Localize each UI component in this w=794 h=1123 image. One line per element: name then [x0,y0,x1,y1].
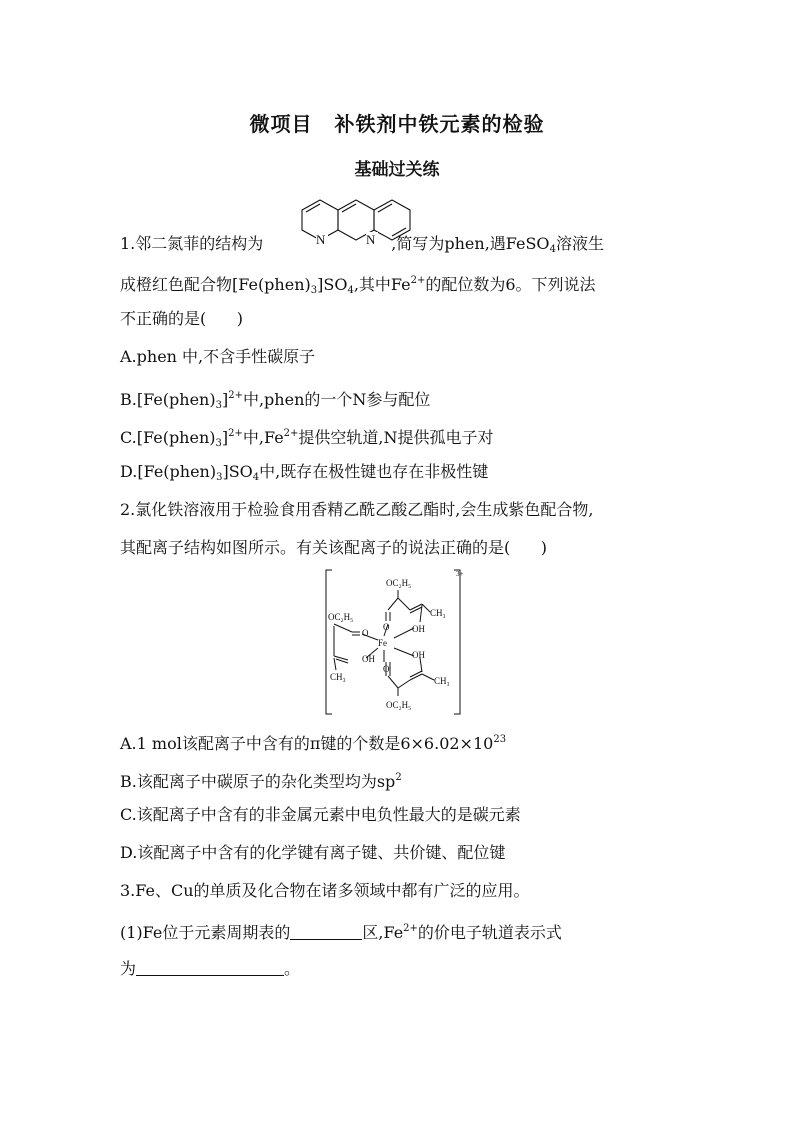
q1-option-a: A.phen 中,不含手性碳原子 [120,347,316,366]
q1-stem-line3: 不正确的是( ) [120,309,244,328]
q3-sub1-line2: 为 。 [120,959,301,978]
q2-stem-line1: 2.氯化铁溶液用于检验食用香精乙酰乙酸乙酯时,会生成紫色配合物, [120,500,594,519]
fe-label: Fe [378,638,387,648]
q3-sub1-line1: (1)Fe位于元素周期表的 区$,Fe^{2+}$的价电子轨道表示式 [120,923,562,942]
oc2h5-label-top: OC₂H₅ [386,578,412,588]
phenanthroline-structure [292,190,414,254]
oh-label-left: OH [362,654,375,664]
oh-label-top: OH [412,624,425,634]
q2-option-b: B.该配离子中碳原子的杂化类型均为$sp^2$ [120,772,402,791]
title-main: 补铁剂中铁元素的检验 [334,112,545,136]
o-label-left: O [362,628,369,638]
ch3-label-bottom: CH₃ [434,676,450,686]
page-title [0,108,794,137]
q2-option-c: C.该配离子中含有的非金属元素中电负性最大的是碳元素 [120,805,521,824]
q1-stem-line1: 1.邻二氮菲的结构为 ,简写为phen,遇FeSO$_4$溶液生 [120,234,604,255]
title-prefix: 微项目 [249,112,313,136]
q2-stem-line2: 其配离子结构如图所示。有关该配离子的说法正确的是( ) [120,538,548,557]
o-label-bottom: O [383,664,390,674]
oc2h5-label-left: OC₂H₅ [328,612,354,622]
oc2h5-label-bottom: OC₂H₅ [386,700,412,710]
oh-label-bottom: OH [412,650,425,660]
charge-label: 3+ [456,570,464,578]
q2-option-d: D.该配离子中含有的化学键有离子键、共价键、配位键 [120,843,506,862]
n-atom-label-1: N [316,232,326,247]
iron-complex-structure [322,566,464,718]
q2-option-a: A.1 mol该配离子中含有的π键的个数是$6\times 6.02\times 10^{23}$ [120,734,507,753]
section-subtitle: 基础过关练 [354,160,440,180]
ch3-label-left: CH₃ [330,672,346,682]
q3-stem: 3.Fe、Cu的单质及化合物在诸多领域中都有广泛的应用。 [120,881,530,900]
o-label-top: O [383,622,390,632]
ch3-label-top: CH₃ [430,608,446,618]
answer-blank-1[interactable] [290,925,362,940]
q1-stem-line2: 成橙红色配合物$[Fe(phen)_3]SO_4$,其中$Fe^{2+}$的配位数为6。下列说法 [120,275,596,296]
answer-blank-2[interactable] [136,961,284,976]
n-atom-label-2: N [366,232,376,247]
q1-option-d: $D.[Fe(phen)_3]SO_4$中,既存在极性键也存在非极性键 [120,462,489,483]
q1-option-c: $C.[Fe(phen)_3]^{2+}$中$,Fe^{2+}$提供空轨道,N提供孤电子对 [120,428,494,449]
q1-option-b: $B.[Fe(phen)_3]^{2+}$中,phen的一个N参与配位 [120,390,431,411]
